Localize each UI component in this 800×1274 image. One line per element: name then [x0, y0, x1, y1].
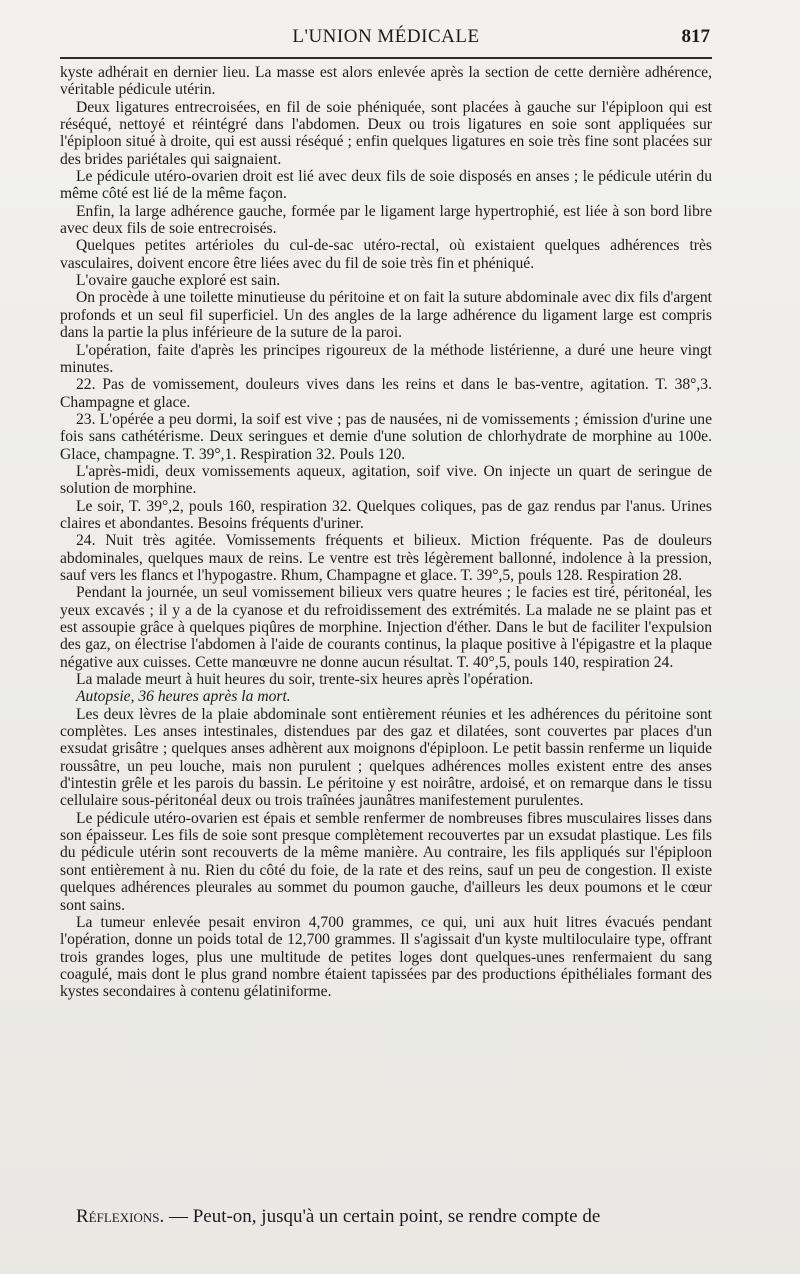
paragraph: La tumeur enlevée pesait environ 4,700 grammes, ce qui, uni aux huit litres évacués pendant l'opération, donne un poids total de 12,700 grammes. Il s'agissait d'un kyste multiloculaire type, offrant trois grandes loges, plus une multitude de petites loges dont quelques-unes renfermaient du sang coagulé, mais dont le plus grand nombre étaient tapissées par des productions épithéliales formant des kystes secondaires à contenu gélatiniforme.	[60, 913, 712, 1001]
paragraph: L'opération, faite d'après les principes rigoureux de la méthode listérienne, a duré une heure vingt minutes.	[60, 341, 712, 376]
paragraph: kyste adhérait en dernier lieu. La masse est alors enlevée après la section de cette dernière adhérence, véritable pédicule utérin.	[60, 64, 712, 99]
paragraph: 23. L'opérée a peu dormi, la soif est vive ; pas de nausées, ni de vomissements ; émission d'urine une fois sans cathétérisme. Deux seringues et demie d'une solution de chlorhydrate de morphine au 100e. Glace, champagne. T. 39°,1. Respiration 32. Pouls 120.	[60, 410, 712, 463]
paragraph: Quelques petites artérioles du cul-de-sac utéro-rectal, où existaient quelques adhérences très vasculaires, doivent encore être liées avec du fil de soie très fin et phéniqué.	[60, 237, 712, 272]
page-number: 817	[681, 26, 710, 47]
paragraph: L'après-midi, deux vomissements aqueux, agitation, soif vive. On injecte un quart de seringue de solution de morphine.	[60, 462, 712, 498]
autopsy-heading: Autopsie, 36 heures après la mort.	[76, 688, 291, 706]
reflexions-line	[60, 1206, 712, 1228]
paragraph: Deux ligatures entrecroisées, en fil de soie phéniquée, sont placées à gauche sur l'épiploon qui est réséqué, nettoyé et réintégré dans l'abdomen. Deux ou trois ligatures en soie sont appliquées sur l'épiploon situé à droite, qui est aussi réséqué ; enfin quelques ligatures en soie très fine sont placées sur des brides pariétales qui saignaient.	[60, 98, 712, 168]
paragraph: 24. Nuit très agitée. Vomissements fréquents et bilieux. Miction fréquente. Pas de douleurs abdominales, quelques maux de reins. Le ventre est très légèrement ballonné, indolence à la pression, sauf vers les flancs et l'hypogastre. Rhum, Champagne et glace. T. 39°,5, pouls 128. Respiration 28.	[60, 532, 712, 584]
running-title: L'UNION MÉDICALE	[292, 26, 480, 47]
reflexions-text: — Peut-on, jusqu'à un certain point, se rendre compte de	[168, 1206, 601, 1227]
paragraph: 22. Pas de vomissement, douleurs vives dans les reins et dans le bas-ventre, agitation. T. 38°,3. Champagne et glace.	[60, 376, 712, 411]
paragraph: La malade meurt à huit heures du soir, trente-six heures après l'opération.	[76, 671, 534, 689]
paragraph: Les deux lèvres de la plaie abdominale sont entièrement réunies et les adhérences du péritoine sont complètes. Les anses intestinales, distendues par des gaz et dilatées, sont couvertes par places d'un exsudat grisâtre ; quelques anses adhèrent aux moignons d'épiploon. Le petit bassin renferme un liquide roussâtre, un peu louche, mais non purulent ; quelques adhérences molles existent entre des anses d'intestin grêle et les parois du bassin. Le péritoine y est noirâtre, ardoisé, et on remarque dans le tissu cellulaire sous-péritonéal deux ou trois traînées jaunâtres manifestement purulentes.	[60, 705, 712, 810]
paragraph: Enfin, la large adhérence gauche, formée par le ligament large hypertrophié, est liée à son bord libre avec deux fils de soie entrecroisés.	[60, 202, 712, 238]
reflexions-label: Réflexions.	[76, 1206, 165, 1227]
paragraph: Le soir, T. 39°,2, pouls 160, respiration 32. Quelques coliques, pas de gaz rendus par l'anus. Urines claires et abondantes. Besoins fréquents d'uriner.	[60, 497, 712, 532]
page-header	[60, 18, 712, 58]
paragraph: Le pédicule utéro-ovarien est épais et semble renfermer de nombreuses fibres musculaires lisses dans son épaisseur. Les fils de soie sont presque complètement recouvertes par un exsudat plastique. Les fils du pédicule utérin sont recouverts de la même manière. Au contraire, les fils appliqués sur l'épiploon sont entièrement à nu. Rien du côté du foie, de la rate et des reins, sauf un peu de congestion. Il existe quelques adhérences pleurales au sommet du poumon gauche, d'ailleurs les deux poumons et le cœur sont sains.	[60, 809, 712, 914]
paragraph: L'ovaire gauche exploré est sain.	[76, 272, 281, 290]
paragraph: On procède à une toilette minutieuse du péritoine et on fait la suture abdominale avec dix fils d'argent profonds et un seul fil superficiel. Un des angles de la large adhérence du ligament large est compris dans la partie la plus inférieure de la suture de la paroi.	[60, 289, 712, 342]
header-rule	[60, 57, 712, 59]
body-text	[60, 64, 712, 1001]
paragraph: Le pédicule utéro-ovarien droit est lié avec deux fils de soie disposés en anses ; le pédicule utérin du même côté est lié de la même façon.	[60, 168, 712, 203]
paragraph: Pendant la journée, un seul vomissement bilieux vers quatre heures ; le facies est tiré, péritonéal, les yeux excavés ; il y a de la cyanose et du refroidissement des extrémités. La malade ne se plaint pas et est assoupie grâce à quelques piqûres de morphine. Injection d'éther. Dans le but de faciliter l'expulsion des gaz, on électrise l'abdomen à l'aide de courants continus, la plaque positive à l'épigastre et la plaque négative aux cuisses. Cette manœuvre ne donne aucun résultat. T. 40°,5, pouls 140, respiration 24.	[60, 584, 712, 671]
